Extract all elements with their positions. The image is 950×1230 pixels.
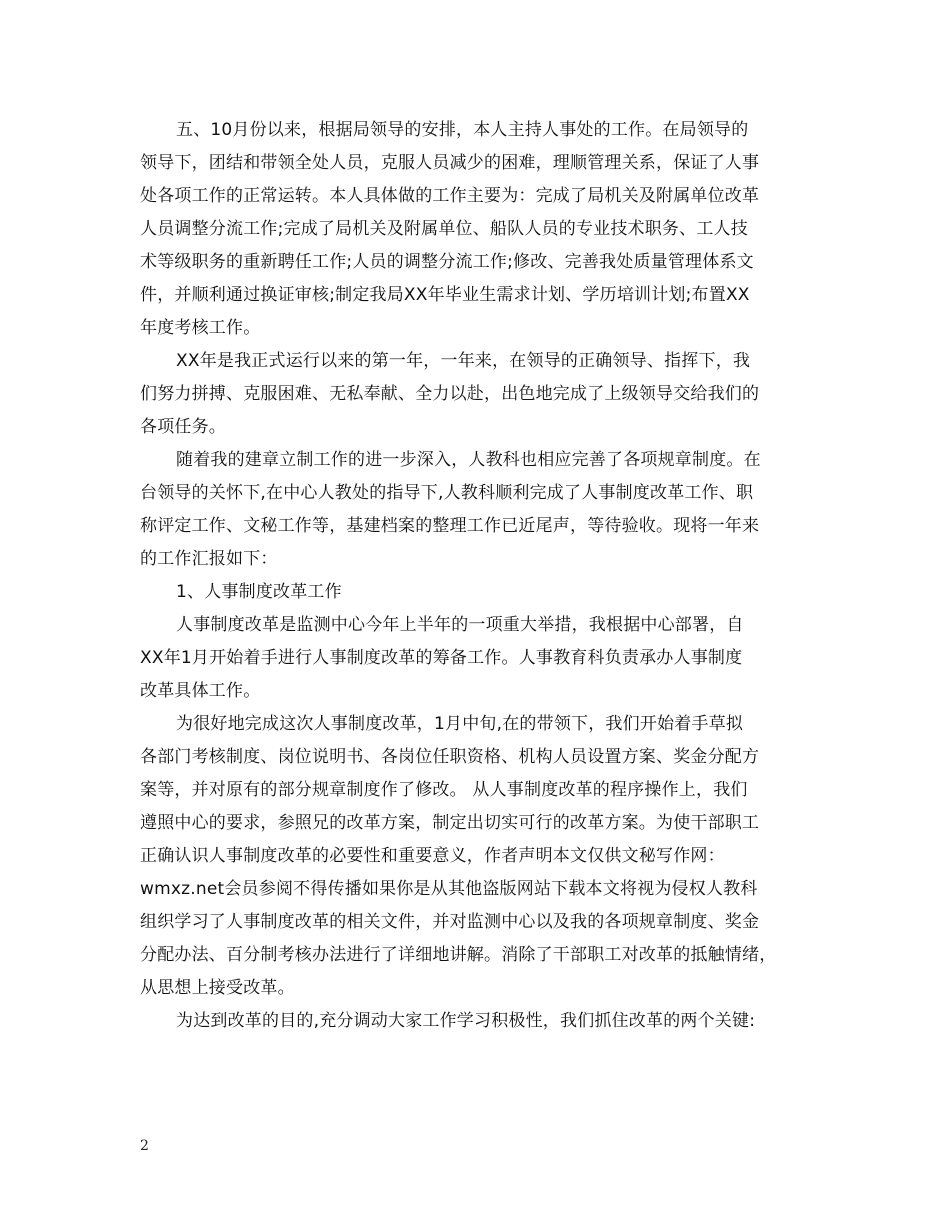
- text-line: 随着我的建章立制工作的进一步深入，人教科也相应完善了各项规章制度。在: [176, 450, 761, 470]
- text-line: 案等，并对原有的部分规章制度作了修改。 从人事制度改革的程序操作上，我们: [140, 780, 748, 800]
- text-line: 处各项工作的正常运转。本人具体做的工作主要为：完成了局机关及附属单位改革: [140, 186, 760, 206]
- text-line: 为很好地完成这次人事制度改革，1月中旬,在的带领下，我们开始着手草拟: [176, 714, 744, 734]
- text-line: XX年是我正式运行以来的第一年，一年来，在领导的正确领导、指挥下，我: [176, 351, 751, 371]
- text-line: 改革具体工作。: [140, 681, 261, 701]
- text-line: 年度考核工作。: [140, 318, 261, 338]
- text-line: 件，并顺利通过换证审核;制定我局XX年毕业生需求计划、学历培训计划;布置XX: [140, 285, 750, 305]
- text-line: 组织学习了人事制度改革的相关文件，并对监测中心以及我的各项规章制度、奖金: [140, 912, 760, 932]
- section-heading: 1、人事制度改革工作: [176, 582, 342, 602]
- text-line: 五、10月份以来，根据局领导的安排，本人主持人事处的工作。在局领导的: [176, 120, 749, 140]
- text-line: 从思想上接受改革。: [140, 978, 295, 998]
- text-line: 正确认识人事制度改革的必要性和重要意义，作者声明本文仅供文秘写作网：: [140, 846, 725, 866]
- text-line: 的工作汇报如下：: [140, 549, 278, 569]
- text-line: 分配办法、百分制考核办法进行了详细地讲解。消除了干部职工对改革的抵触情绪，: [140, 945, 777, 965]
- text-line: 为达到改革的目的,充分调动大家工作学习积极性，我们抓住改革的两个关键:: [176, 1011, 756, 1031]
- text-line: 遵照中心的要求，参照兄的改革方案，制定出切实可行的改革方案。为使干部职工: [140, 813, 760, 833]
- text-line: 各项任务。: [140, 417, 226, 437]
- text-line: 人员调整分流工作;完成了局机关及附属单位、船队人员的专业技术职务、工人技: [140, 219, 748, 239]
- text-line: wmxz.net会员参阅不得传播如果你是从其他盗版网站下载本文将视为侵权人教科: [140, 879, 758, 899]
- text-line: 各部门考核制度、岗位说明书、各岗位任职资格、机构人员设置方案、奖金分配方: [140, 747, 760, 767]
- text-line: XX年1月开始着手进行人事制度改革的筹备工作。人事教育科负责承办人事制度: [140, 648, 743, 668]
- text-line: 人事制度改革是监测中心今年上半年的一项重大举措，我根据中心部署，自: [176, 615, 744, 635]
- text-line: 称评定工作、文秘工作等，基建档案的整理工作已近尾声，等待验收。现将一年来: [140, 516, 760, 536]
- text-line: 台领导的关怀下,在中心人教处的指导下,人教科顺利完成了人事制度改革工作、职: [140, 483, 754, 503]
- text-line: 领导下，团结和带领全处人员，克服人员减少的困难，理顺管理关系，保证了人事: [140, 153, 760, 173]
- text-line: 们努力拼搏、克服困难、无私奉献、全力以赴，出色地完成了上级领导交给我们的: [140, 384, 760, 404]
- page-number: 2: [140, 1138, 149, 1154]
- text-line: 术等级职务的重新聘任工作;人员的调整分流工作;修改、完善我处质量管理体系文: [140, 252, 754, 272]
